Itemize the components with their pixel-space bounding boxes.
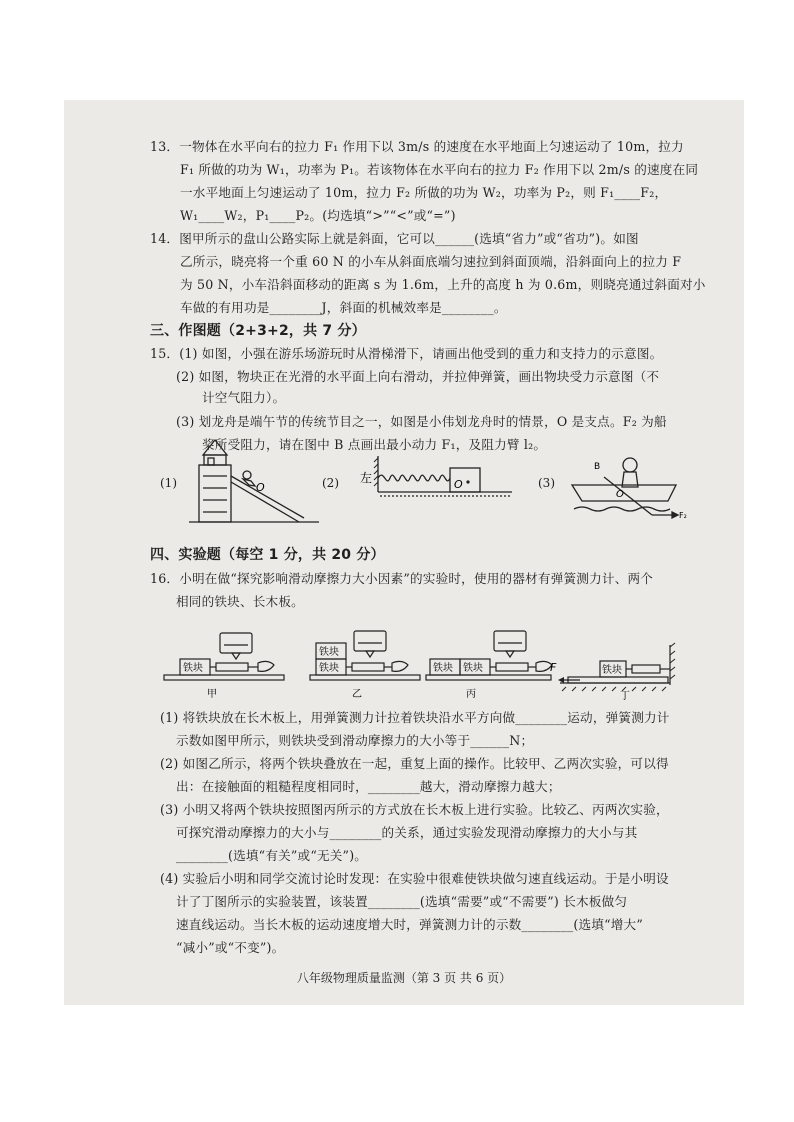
q15-line1: 15．(1) 如图，小强在游乐场游玩时从滑梯滑下，请画出他受到的重力和支持力的示意图。: [150, 346, 663, 361]
q16-line1: 16．小明在做“探究影响滑动摩擦力大小因素”的实验时，使用的器材有弹簧测力计、两个: [150, 571, 654, 586]
caption-jia: 甲: [207, 689, 217, 700]
spring-left-label: 左: [360, 471, 373, 485]
spring-diagram: [354, 452, 514, 500]
q16-p1-line2: 示数如图甲所示，则铁块受到滑动摩擦力的大小等于______N；: [176, 733, 534, 748]
boat-f2-label: F₂: [679, 511, 687, 520]
jia-block-label: 铁块: [183, 663, 203, 674]
q14-line2: 乙所示，晓亮将一个重 60 N 的小车从斜面底端匀速拉到斜面顶端，沿斜面向上的拉力 F: [180, 254, 682, 269]
caption-bing: 丙: [466, 689, 476, 700]
bing-block-right-label: 铁块: [463, 663, 483, 674]
experiment-figures: [64, 625, 744, 705]
yi-block-lower-label: 铁块: [319, 663, 339, 674]
ding-f-label: F: [550, 661, 557, 674]
slide-o-label: O: [256, 481, 265, 494]
fig15-2-label: (2): [322, 476, 339, 490]
q16-p4-line2: 计了丁图所示的实验装置，该装置________(选填“需要”或“不需要”) 长木板做匀: [176, 894, 628, 909]
q15-line4: (3) 划龙舟是端午节的传统节目之一，如图是小伟划龙舟时的情景，O 是支点。F₂ 为船: [176, 414, 667, 429]
q15-line3: 计空气阻力）。: [202, 390, 286, 405]
q13-line1: 13．一物体在水平向右的拉力 F₁ 作用下以 3m/s 的速度在水平地面上匀速运动了 10m，拉力: [150, 139, 684, 154]
q15-line5: 桨所受阻力，请在图中 B 点画出最小动力 F₁，及阻力臂 l₂。: [202, 437, 547, 452]
q13-line3: 一水平地面上匀速运动了 10m，拉力 F₂ 所做的功为 W₂，功率为 P₂，则 F₁____F₂，: [180, 185, 668, 200]
page-footer: 八年级物理质量监测（第 3 页 共 6 页）: [296, 971, 512, 985]
bing-block-left-label: 铁块: [433, 663, 453, 674]
q14-line4: 车做的有用功是________J，斜面的机械效率是________。: [180, 300, 507, 315]
q16-p3-line2: 可探究滑动摩擦力的大小与________的关系，通过实验发现滑动摩擦力的大小与其: [176, 825, 638, 840]
q16-p1-line1: (1) 将铁块放在长木板上，用弹簧测力计拉着铁块沿水平方向做________运动，弹簧测力计: [160, 710, 670, 725]
q16-p3-line3: ________(选填“有关”或“无关”)。: [176, 848, 368, 863]
q16-p4-line4: “减小”或“不变”)。: [176, 940, 285, 955]
boat-diagram: [568, 455, 688, 525]
boat-b-label: B: [594, 462, 601, 472]
caption-ding: 丁: [620, 691, 630, 702]
q16-p4-line1: (4) 实验后小明和同学交流讨论时发现：在实验中很难使铁块做匀速直线运动。于是小明设: [160, 871, 669, 886]
exam-page: [64, 100, 744, 1005]
q16-p2-line2: 出：在接触面的粗糙程度相同时，________越大，滑动摩擦力越大；: [176, 779, 561, 794]
boat-o-label: O: [616, 489, 624, 500]
q14-line1: 14．图甲所示的盘山公路实际上就是斜面，它可以______(选填“省力”或“省功”)。如图: [150, 231, 639, 246]
q16-p2-line1: (2) 如图乙所示，将两个铁块叠放在一起，重复上面的操作。比较甲、乙两次实验，可以得: [160, 756, 669, 771]
q15-line2: (2) 如图，物块正在光滑的水平面上向右滑动，并拉伸弹簧，画出物块受力示意图（不: [176, 369, 660, 384]
q16-line2: 相同的铁块、长木板。: [176, 594, 304, 609]
caption-yi: 乙: [352, 689, 362, 700]
fig15-3-label: (3): [538, 476, 555, 490]
yi-block-upper-label: 铁块: [319, 647, 339, 658]
q14-line3: 为 50 N，小车沿斜面移动的距离 s 为 1.6m，上升的高度 h 为 0.6m，则晓亮通过斜面对小: [180, 277, 706, 292]
section3-title: 三、作图题（2+3+2，共 7 分）: [150, 323, 366, 339]
fig15-1-label: (1): [160, 476, 177, 490]
section4-title: 四、实验题（每空 1 分，共 20 分）: [150, 547, 385, 563]
slide-diagram: [189, 438, 319, 523]
q13-line2: F₁ 所做的功为 W₁，功率为 P₁。若该物体在水平向右的拉力 F₂ 作用下以 2m/s 的速度在同: [180, 162, 699, 177]
ding-block-label: 铁块: [602, 665, 622, 676]
q16-p3-line1: (3) 小明又将两个铁块按照图丙所示的方式放在长木板上进行实验。比较乙、丙两次实验，: [160, 802, 669, 817]
q13-line4: W₁____W₂，P₁____P₂。(均选填“>”“<”或“=”): [180, 208, 456, 223]
q16-p4-line3: 速直线运动。当长木板的运动速度增大时，弹簧测力计的示数________(选填“增大”: [176, 917, 643, 932]
spring-o-label: O: [454, 478, 463, 491]
